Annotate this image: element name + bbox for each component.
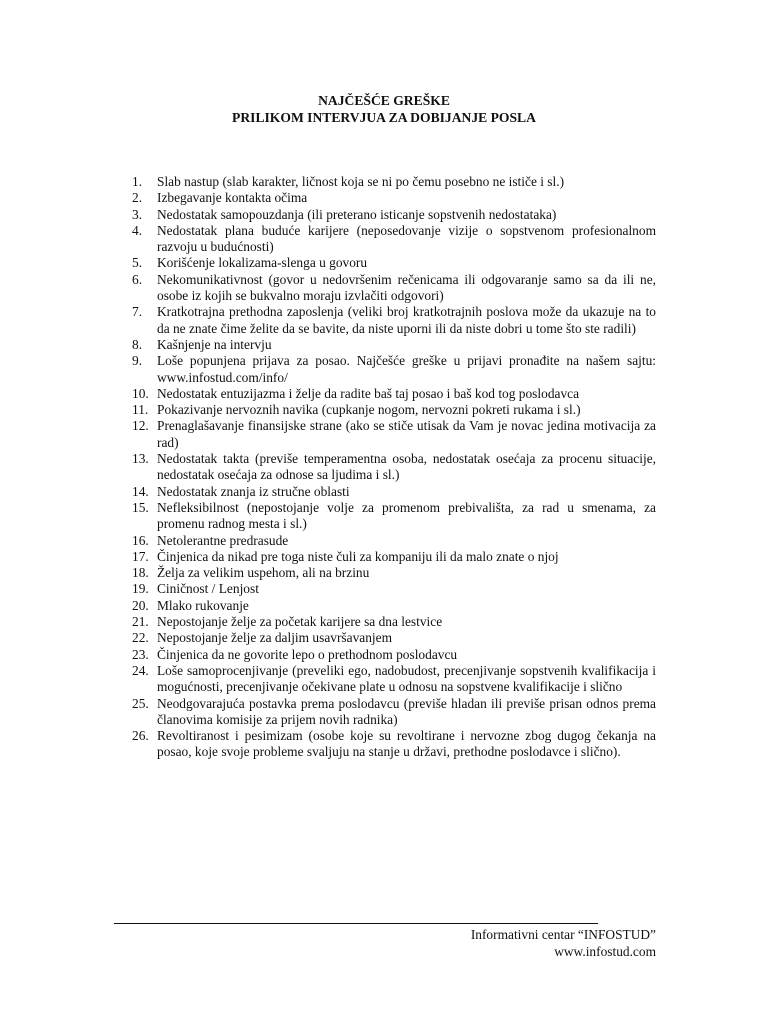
- list-item-number: 26.: [132, 728, 149, 744]
- list-item-number: 2.: [132, 190, 143, 206]
- list-item-number: 23.: [132, 646, 149, 662]
- list-item-text: Nedostatak samopouzdanja (ili preterano isticanje sopstvenih nedostataka): [157, 206, 557, 222]
- list-item-text: Nefleksibilnost (nepostojanje volje za promenom prebivališta, za rad u smenama, za promenu radnog mesta i sl.): [157, 499, 656, 532]
- list-item-number: 5.: [132, 255, 143, 271]
- list-item-number: 16.: [132, 532, 149, 548]
- list-item-text: Kašnjenje na intervju: [157, 336, 272, 352]
- list-item-text: Revoltiranost i pesimizam (osobe koje su revoltirane i nervozne zbog dugog čekanja na posao, koje svoje probleme svaljuju na stanje u državi, prethodne poslodavce i slično).: [157, 728, 656, 760]
- list-item-number: 6.: [132, 271, 143, 287]
- list-item-number: 24.: [132, 662, 149, 678]
- list-item-text: Kratkotrajna prethodna zaposlenja (veliki broj kratkotrajnih poslova može da ukazuje na to da ne znate čime želite da se bavite, da niste uporni ili da niste dobri u tome što ste radili): [157, 304, 656, 336]
- list-item: [132, 304, 656, 337]
- list-item-text: Izbegavanje kontakta očima: [157, 190, 308, 206]
- list-item-number: 3.: [132, 206, 143, 222]
- footer-organization: Informativni centar “INFOSTUD”: [470, 927, 656, 942]
- list-item: [132, 581, 656, 597]
- list-item-text: Nedostatak entuzijazma i želje da radite baš taj posao i baš kod tog poslodavca: [157, 385, 580, 401]
- list-item: [132, 663, 656, 696]
- list-item-text: Nedostatak plana buduće karijere (neposedovanje vizije o sopstvenom profesionalnom razvoju u budućnosti): [157, 222, 656, 255]
- list-item-number: 4.: [132, 222, 143, 238]
- footer-website: www.infostud.com: [554, 943, 656, 959]
- list-item-number: 12.: [132, 418, 149, 434]
- list-item: [132, 549, 656, 565]
- list-item-text: Mlako rukovanje: [157, 597, 249, 613]
- list-item-text: Loše popunjena prijava za posao. Najčešće greške u prijavi pronađite na našem sajtu: www.infostud.com/info/: [157, 353, 656, 385]
- list-item-number: 13.: [132, 451, 149, 467]
- list-item: [132, 207, 656, 223]
- list-item: [132, 255, 656, 271]
- mistakes-list: [132, 174, 656, 761]
- list-item-number: 14.: [132, 483, 149, 499]
- list-item-text: Neodgovarajuća postavka prema poslodavcu (previše hladan ili previše prisan odnos prema članovima komisije za prijem novih radnika): [157, 695, 656, 727]
- list-item-text: Prenaglašavanje finansijske strane (ako se stiče utisak da Vam je novac jedina motivacija za rad): [157, 418, 656, 450]
- list-item-text: Nepostojanje želje za daljim usavršavanjem: [157, 630, 392, 646]
- list-item-text: Netolerantne predrasude: [157, 532, 289, 548]
- list-item: [132, 533, 656, 549]
- list-item: [132, 402, 656, 418]
- list-item: [132, 598, 656, 614]
- document-title: [0, 92, 768, 126]
- list-item: [132, 451, 656, 484]
- list-item-text: Želja za velikim uspehom, ali na brzinu: [157, 565, 370, 581]
- list-item-number: 22.: [132, 630, 149, 646]
- list-item-number: 9.: [132, 353, 143, 369]
- list-item-text: Ciničnost / Lenjost: [157, 581, 259, 597]
- list-item: [132, 484, 656, 500]
- title-line-1: NAJČEŠĆE GREŠKE: [318, 93, 450, 108]
- list-item-number: 11.: [132, 402, 149, 418]
- list-item-text: Korišćenje lokalizama-slenga u govoru: [157, 255, 368, 271]
- list-item: [132, 190, 656, 206]
- title-line-2: PRILIKOM INTERVJUA ZA DOBIJANJE POSLA: [232, 110, 536, 125]
- list-item: [132, 386, 656, 402]
- footer: [471, 927, 656, 960]
- list-item-number: 15.: [132, 499, 149, 515]
- list-item-text: Pokazivanje nervoznih navika (cupkanje nogom, nervozni pokreti rukama i sl.): [157, 402, 581, 418]
- list-item-number: 25.: [132, 695, 149, 711]
- list-item-number: 21.: [132, 614, 149, 630]
- list-item: [132, 614, 656, 630]
- list-item: [132, 565, 656, 581]
- list-item-number: 10.: [132, 385, 149, 401]
- list-item-number: 1.: [132, 174, 143, 189]
- list-item: [132, 728, 656, 761]
- list-item-text: Nekomunikativnost (govor u nedovršenim rečenicama ili odgovaranje samo sa da ili ne, osobe iz kojih se bukvalno moraju izvlačiti odgovori): [157, 271, 656, 304]
- list-item-text: Nepostojanje želje za početak karijere sa dna lestvice: [157, 614, 443, 630]
- list-item-number: 8.: [132, 336, 143, 352]
- footer-divider: [114, 923, 598, 924]
- list-item-number: 17.: [132, 548, 149, 564]
- list-item-number: 20.: [132, 597, 149, 613]
- list-item-number: 19.: [132, 581, 149, 597]
- list-item: [132, 647, 656, 663]
- list-item-number: 7.: [132, 304, 143, 320]
- list-item-text: Loše samoprocenjivanje (preveliki ego, nadobudost, precenjivanje sopstvenih kvalifikacija i mogućnosti, precenjivanje očekivane plate u odnosu na sopstvene kvalifikacije i slično: [157, 662, 656, 695]
- list-item-text: Činjenica da ne govorite lepo o prethodnom poslodavcu: [157, 646, 458, 662]
- list-item: [132, 174, 656, 190]
- list-item: [132, 418, 656, 451]
- list-item: [132, 337, 656, 353]
- list-item: [132, 500, 656, 533]
- list-item: [132, 353, 656, 386]
- list-item-text: Nedostatak znanja iz stručne oblasti: [157, 483, 350, 499]
- list-item: [132, 630, 656, 646]
- list-item: [132, 223, 656, 256]
- list-item: [132, 696, 656, 729]
- list-item: [132, 272, 656, 305]
- list-item-number: 18.: [132, 565, 149, 581]
- list-item-text: Nedostatak takta (previše temperamentna osoba, nedostatak osećaja za procenu situacije, nedostatak osećaja za odnose sa ljudima i sl.): [157, 451, 656, 483]
- list-item-text: Slab nastup (slab karakter, ličnost koja se ni po čemu posebno ne ističe i sl.): [157, 174, 565, 189]
- list-item-text: Činjenica da nikad pre toga niste čuli za kompaniju ili da malo znate o njoj: [157, 548, 559, 564]
